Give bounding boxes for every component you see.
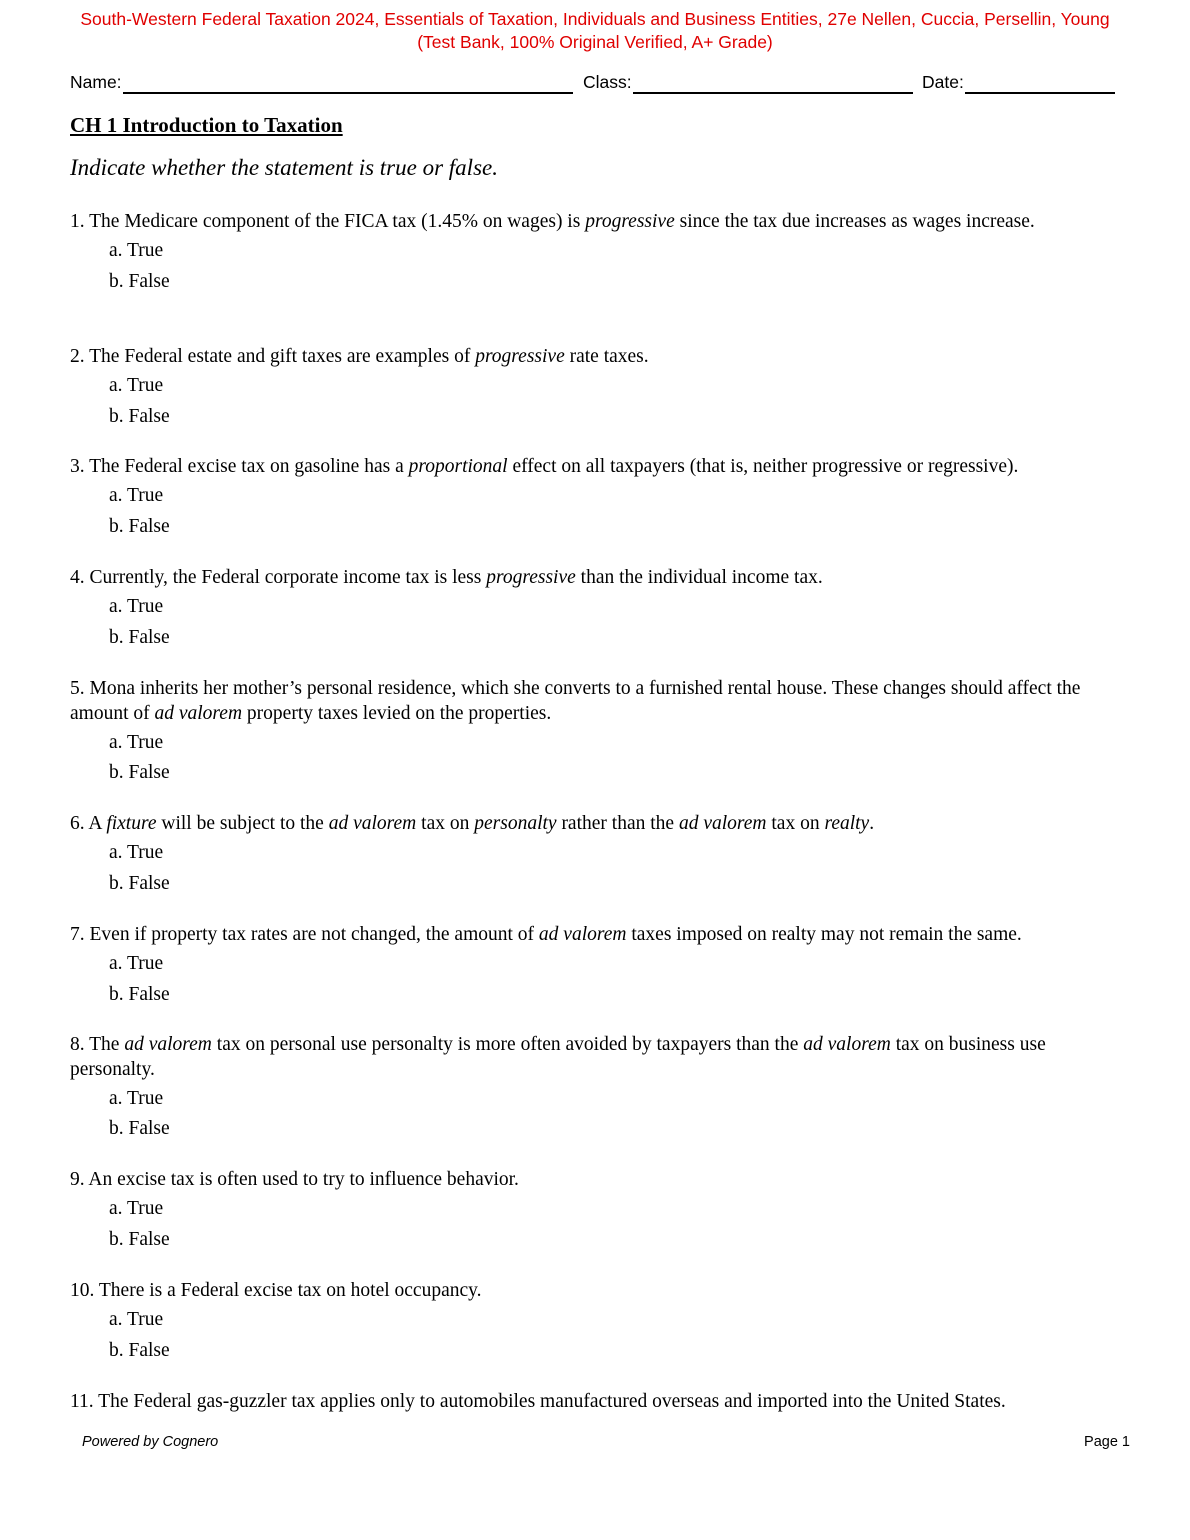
question-10 (70, 1279, 1130, 1366)
question-1 (70, 210, 1130, 297)
instructions: Indicate whether the statement is true or false. (70, 155, 498, 180)
question-stem (70, 1168, 1130, 1193)
answer-option-true[interactable]: a. True (109, 485, 164, 506)
question-stem (70, 1033, 1130, 1082)
question-stem (70, 1390, 1130, 1415)
italic-term: ad valorem (678, 813, 767, 834)
question-stem (70, 455, 1130, 480)
date-blank-line[interactable] (965, 72, 1115, 94)
question-2 (70, 345, 1130, 432)
question-text: 8. The (70, 1034, 125, 1055)
question-text: will be subject to the (156, 813, 329, 834)
answer-option-false[interactable]: b. False (109, 270, 170, 292)
answer-option-false[interactable]: b. False (109, 1228, 170, 1250)
page-number: Page 1 (1084, 1434, 1130, 1450)
answer-option-true[interactable]: a. True (109, 842, 164, 863)
answer-option-true[interactable]: a. True (109, 1309, 164, 1330)
student-info-fields (70, 70, 1122, 96)
name-label: Name: (70, 72, 122, 92)
name-field[interactable] (70, 70, 573, 94)
answer-option-true[interactable]: a. True (109, 953, 164, 974)
answer-option-true[interactable]: a. True (109, 1198, 164, 1219)
italic-term: ad valorem (538, 924, 627, 945)
italic-term: realty (824, 813, 870, 834)
italic-term: personalty (474, 813, 557, 834)
answer-option-false[interactable]: b. False (109, 515, 170, 537)
question-text: tax on (766, 813, 825, 834)
date-field[interactable] (922, 70, 1115, 94)
question-text: tax on (416, 813, 475, 834)
class-blank-line[interactable] (633, 72, 913, 94)
question-text: since the tax due increases as wages increase. (674, 211, 1035, 232)
italic-term: proportional (408, 456, 508, 477)
question-9 (70, 1168, 1130, 1255)
question-3 (70, 455, 1130, 542)
question-text: 10. There is a Federal excise tax on hotel occupancy. (70, 1280, 482, 1301)
question-text: 3. The Federal excise tax on gasoline has a (70, 456, 409, 477)
answer-option-true[interactable]: a. True (109, 1087, 164, 1109)
answer-option-false[interactable]: b. False (109, 872, 170, 894)
question-stem (70, 345, 1130, 370)
answer-option-false[interactable]: b. False (109, 626, 170, 648)
question-stem (70, 566, 1130, 591)
question-text: 1. The Medicare component of the FICA tax (1.45% on wages) is (70, 211, 586, 232)
class-label: Class: (583, 72, 632, 92)
answer-option-false[interactable]: b. False (109, 1118, 170, 1139)
question-text: 2. The Federal estate and gift taxes are examples of (70, 346, 476, 367)
question-text: property taxes levied on the properties. (242, 702, 552, 724)
question-6 (70, 812, 1130, 899)
question-text: tax on personal use personalty is more often avoided by taxpayers than the (211, 1034, 804, 1055)
question-7 (70, 923, 1130, 1010)
name-blank-line[interactable] (123, 72, 573, 94)
italic-term: ad valorem (124, 1034, 212, 1055)
powered-by-footer: Powered by Cognero (82, 1434, 219, 1450)
italic-term: ad valorem (328, 813, 417, 834)
question-text: than the individual income tax. (575, 567, 823, 588)
answer-option-false[interactable]: b. False (109, 405, 170, 427)
question-4 (70, 566, 1130, 653)
question-text: 5. Mona inherits her mother’s personal residence, which she converts to a furnished rental house. These changes should affect the amount of (70, 678, 1081, 724)
document-title-banner (0, 8, 1190, 54)
question-text: effect on all taxpayers (that is, neither progressive or regressive). (507, 456, 1019, 477)
question-text: . (869, 813, 875, 834)
question-text: 11. The Federal gas-guzzler tax applies only to automobiles manufactured overseas and imported into the United States. (70, 1391, 1006, 1412)
question-text: tax on business use personalty. (70, 1034, 1046, 1080)
class-field[interactable] (583, 70, 913, 94)
question-text: 9. An excise tax is often used to try to influence behavior. (70, 1169, 519, 1190)
title-line-2: (Test Bank, 100% Original Verified, A+ Grade) (417, 32, 773, 52)
question-text: rather than the (556, 813, 679, 834)
italic-term: ad valorem (803, 1034, 891, 1055)
question-8 (70, 1033, 1130, 1145)
question-text: rate taxes. (564, 346, 649, 367)
question-text: 7. Even if property tax rates are not changed, the amount of (70, 924, 539, 945)
question-stem (70, 1279, 1130, 1304)
italic-term: progressive (475, 346, 565, 367)
answer-option-false[interactable]: b. False (109, 983, 170, 1005)
answer-option-false[interactable]: b. False (109, 762, 170, 783)
question-text: 4. Currently, the Federal corporate income tax is less (70, 567, 487, 588)
answer-option-true[interactable]: a. True (109, 375, 164, 396)
italic-term: progressive (585, 211, 675, 232)
question-stem (70, 923, 1130, 948)
date-label: Date: (922, 72, 964, 92)
question-text: 6. A (70, 813, 107, 834)
italic-term: progressive (486, 567, 576, 588)
answer-option-true[interactable]: a. True (109, 240, 164, 261)
question-text: taxes imposed on realty may not remain the same. (626, 924, 1022, 945)
answer-option-false[interactable]: b. False (109, 1339, 170, 1361)
italic-term: fixture (106, 813, 157, 834)
italic-term: ad valorem (154, 702, 243, 724)
answer-option-true[interactable]: a. True (109, 596, 164, 617)
question-5 (70, 677, 1130, 789)
chapter-title: CH 1 Introduction to Taxation (70, 113, 343, 137)
question-stem (70, 812, 1130, 837)
title-line-1: South-Western Federal Taxation 2024, Essentials of Taxation, Individuals and Business Entities, 27e Nellen, Cuccia, Persellin, Young (80, 9, 1110, 29)
question-11 (70, 1390, 1130, 1415)
question-stem (70, 210, 1130, 235)
question-stem (70, 677, 1130, 726)
answer-option-true[interactable]: a. True (109, 731, 164, 753)
